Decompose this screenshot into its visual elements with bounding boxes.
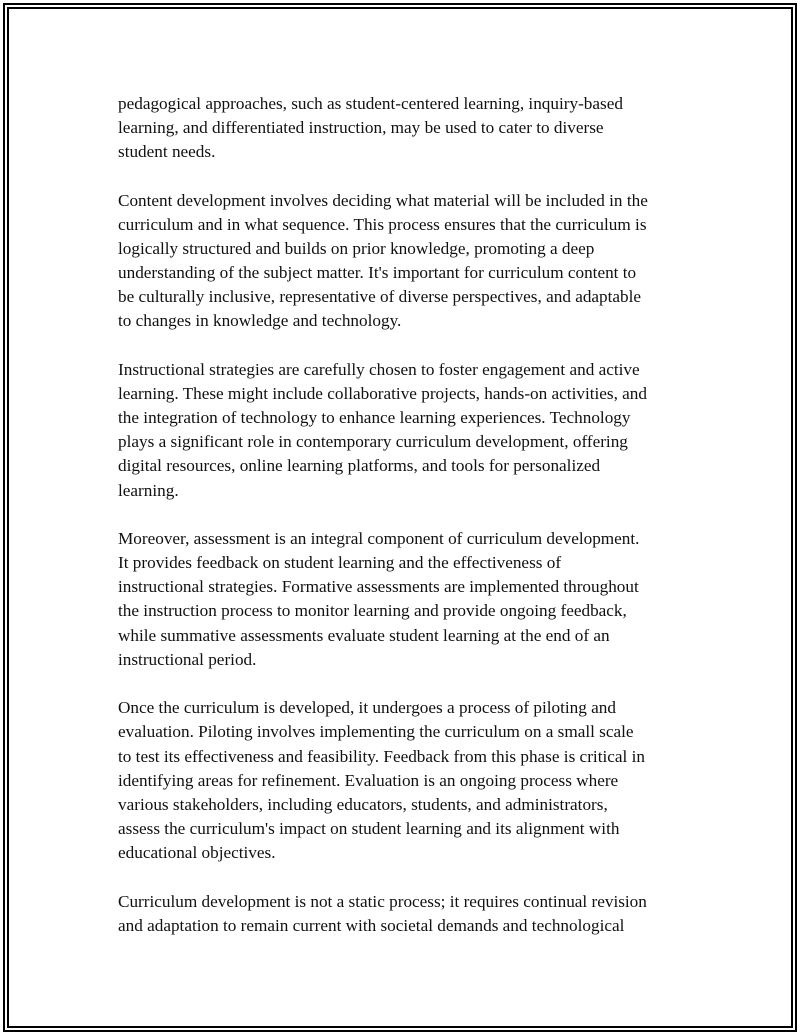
paragraph-content-development: Content development involves deciding what material will be included in the curriculum and in what sequence. This process ensures that the curriculum is logically structured and builds on prior knowledge, promoting a deep understanding of the subject matter. It's important for curriculum content to be culturally inclusive, representative of diverse perspectives, and adaptable to changes in knowledge and technology.	[118, 190, 648, 331]
document-body	[118, 92, 690, 962]
paragraph-pedagogical-approaches: pedagogical approaches, such as student-centered learning, inquiry-based learning, and differentiated instruction, may be used to cater to diverse student needs.	[118, 94, 623, 162]
paragraph-continual-revision: Curriculum development is not a static process; it requires continual revision and adaptation to remain current with societal demands and technological	[118, 891, 647, 935]
paragraph-piloting-evaluation: Once the curriculum is developed, it undergoes a process of piloting and evaluation. Piloting involves implementing the curriculum on a small scale to test its effectiveness and feasibility. Feedback from this phase is critical in identifying areas for refinement. Evaluation is an ongoing process where various stakeholders, including educators, students, and administrators, assess the curriculum's impact on student learning and its alignment with educational objectives.	[118, 698, 645, 862]
paragraph-instructional-strategies: Instructional strategies are carefully chosen to foster engagement and active learning. These might include collaborative projects, hands-on activities, and the integration of technology to enhance learning experiences. Technology plays a significant role in contemporary curriculum development, offering digital resources, online learning platforms, and tools for personalized learning.	[118, 360, 647, 500]
paragraph-assessment: Moreover, assessment is an integral component of curriculum development. It provides feedback on student learning and the effectiveness of instructional strategies. Formative assessments are implemented throughout the instruction process to monitor learning and provide ongoing feedback, while summative assessments evaluate student learning at the end of an instructional period.	[118, 529, 640, 669]
